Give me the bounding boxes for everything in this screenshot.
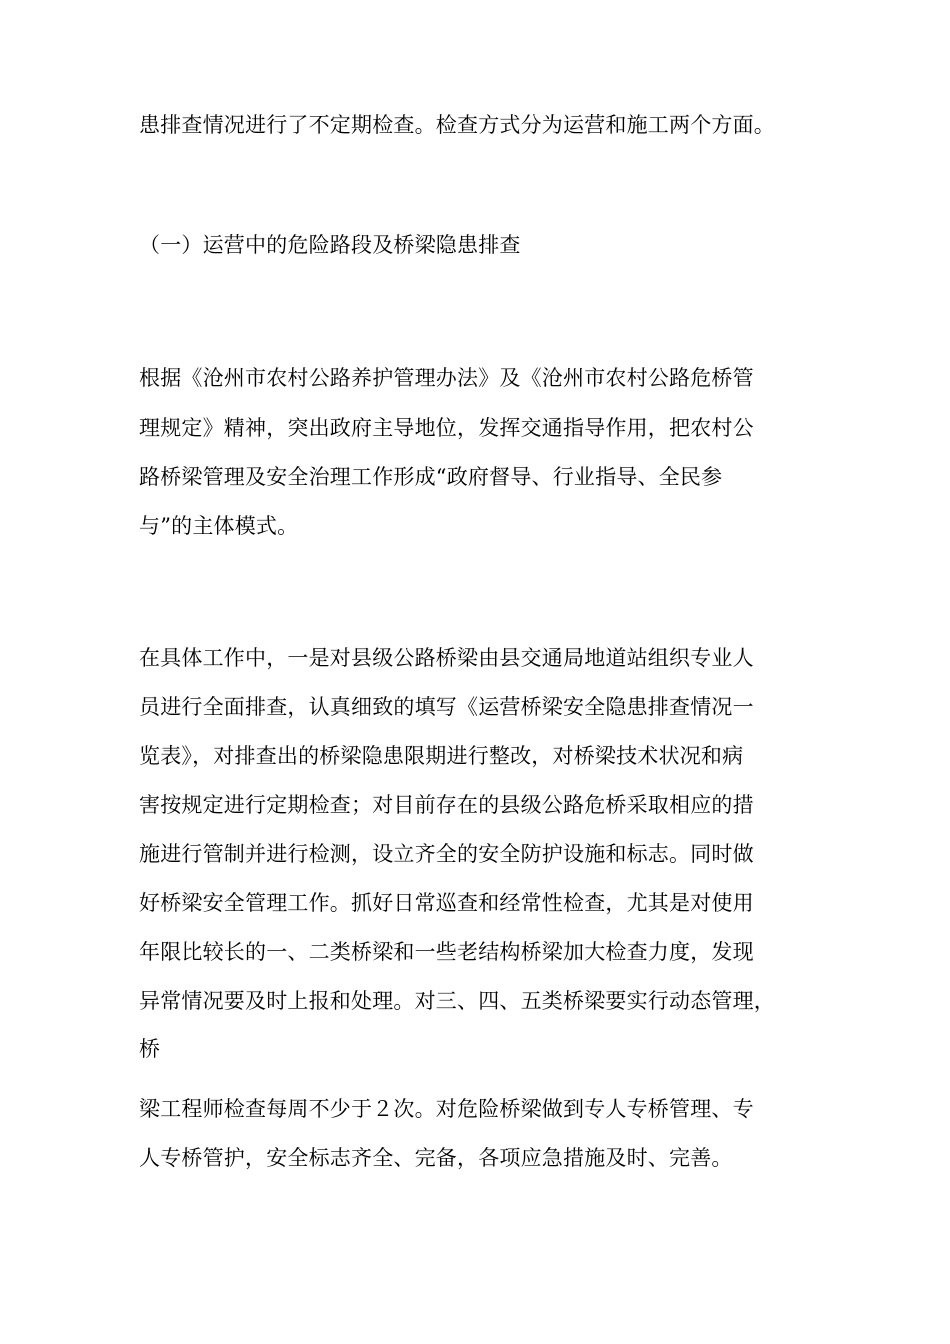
intro-line: 患排查情况进行了不定期检查。检查方式分为运营和施工两个方面。 (139, 113, 775, 137)
paragraph-line: 异常情况要及时上报和处理。对三、四、五类桥梁要实行动态管理， (139, 989, 775, 1013)
paragraph-line: 桥 (139, 1037, 161, 1061)
paragraph-line: 梁工程师检查每周不少于２次。对危险桥梁做到专人专桥管理、专 (139, 1097, 754, 1121)
paragraph-line: 理规定》精神，突出政府主导地位，发挥交通指导作用，把农村公 (139, 416, 754, 440)
paragraph-line: 年限比较长的一、二类桥梁和一些老结构桥梁加大检查力度，发现 (139, 940, 754, 964)
paragraph-line: 根据《沧州市农村公路养护管理办法》及《沧州市农村公路危桥管 (139, 366, 754, 390)
paragraph-line: 员进行全面排查，认真细致的填写《运营桥梁安全隐患排查情况一 (139, 695, 754, 719)
paragraph-line: 好桥梁安全管理工作。抓好日常巡查和经常性检查，尤其是对使用 (139, 891, 754, 915)
section-heading: （一）运营中的危险路段及桥梁隐患排查 (139, 233, 521, 257)
paragraph-line: 览表》，对排查出的桥梁隐患限期进行整改，对桥梁技术状况和病 (139, 744, 744, 768)
paragraph-line: 施进行管制并进行检测，设立齐全的安全防护设施和标志。同时做 (139, 842, 754, 866)
paragraph-line: 害按规定进行定期检查；对目前存在的县级公路危桥采取相应的措 (139, 793, 754, 817)
paragraph-line: 与”的主体模式。 (139, 514, 299, 538)
paragraph-line: 路桥梁管理及安全治理工作形成“政府督导、行业指导、全民参 (139, 465, 723, 489)
paragraph-line: 在具体工作中，一是对县级公路桥梁由县交通局地道站组织专业人 (139, 646, 754, 670)
paragraph-line: 人专桥管护，安全标志齐全、完备，各项应急措施及时、完善。 (139, 1146, 733, 1170)
